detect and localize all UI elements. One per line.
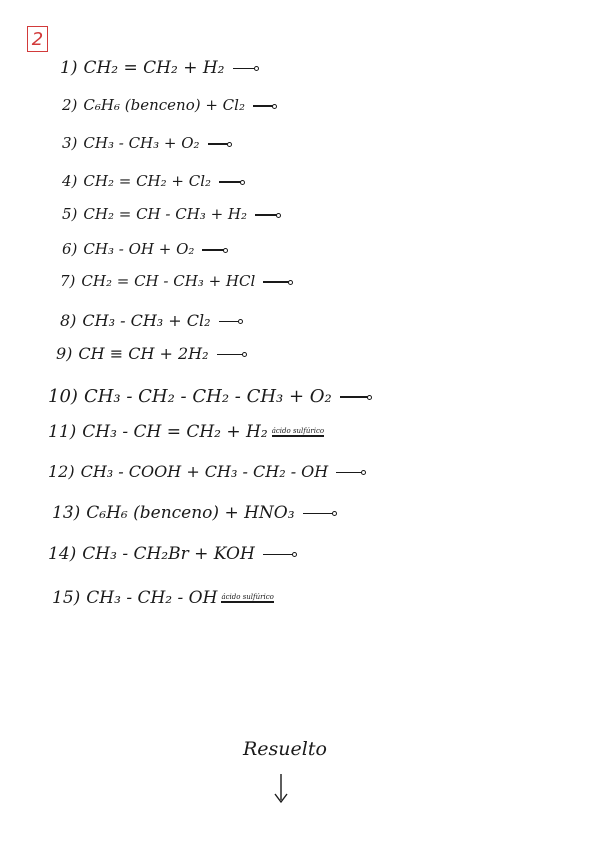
catalyst-label: ácido sulfúrico (221, 593, 274, 602)
reaction-12 (48, 462, 366, 481)
reaction-arrow (202, 240, 228, 258)
reaction-arrow (303, 503, 337, 523)
reaction-6 (62, 240, 228, 258)
reaction-arrow (233, 58, 259, 78)
reaction-number: 5) (62, 205, 78, 223)
reaction-equation: CH₂ = CH₂ + H₂ (83, 58, 225, 78)
reaction-number: 1) (60, 58, 78, 78)
catalyst-label: ácido sulfúrico (271, 427, 325, 436)
reaction-3 (62, 134, 232, 152)
reaction-arrow-with-catalyst (272, 427, 324, 436)
reaction-5 (62, 205, 281, 223)
reaction-equation: CH₃ - CH₂ - CH₂ - CH₃ + O₂ (83, 386, 332, 407)
reaction-1 (60, 58, 259, 78)
reaction-equation: C₆H₆ (benceno) + Cl₂ (83, 96, 245, 114)
reaction-2 (62, 96, 277, 114)
reaction-7 (60, 272, 293, 290)
reaction-arrow (340, 386, 372, 407)
reaction-number: 9) (56, 344, 73, 363)
reaction-arrow (221, 601, 273, 602)
reaction-equation: CH₃ - CH₂ - OH (86, 588, 218, 608)
reaction-equation: CH ≡ CH + 2H₂ (78, 344, 209, 363)
reaction-11 (48, 422, 324, 442)
reaction-number: 2) (62, 96, 78, 114)
reaction-equation: CH₂ = CH - CH₃ + HCl (81, 272, 256, 290)
reaction-number: 10) (48, 386, 78, 407)
reaction-10 (48, 386, 372, 407)
reaction-13 (52, 503, 337, 523)
reaction-arrow (219, 172, 245, 190)
reaction-arrow (253, 96, 277, 114)
reaction-number: 13) (52, 503, 81, 523)
reaction-9 (56, 344, 247, 363)
reaction-equation: CH₃ - CH = CH₂ + H₂ (82, 422, 268, 442)
down-arrow-icon (272, 772, 290, 808)
reaction-arrow (272, 435, 324, 436)
reaction-equation: CH₂ = CH - CH₃ + H₂ (83, 205, 248, 223)
reaction-equation: CH₃ - CH₃ + O₂ (83, 134, 200, 152)
reaction-equation: C₆H₆ (benceno) + HNO₃ (86, 503, 295, 523)
reaction-4 (62, 172, 245, 190)
reaction-arrow (219, 311, 243, 330)
resuelto-label: Resuelto (243, 738, 327, 760)
reaction-number: 4) (62, 172, 78, 190)
reaction-equation: CH₃ - OH + O₂ (83, 240, 195, 258)
reaction-number: 7) (60, 272, 76, 290)
reaction-equation: CH₃ - CH₂Br + KOH (82, 544, 255, 564)
reaction-number: 3) (62, 134, 78, 152)
reaction-arrow (217, 344, 247, 363)
reaction-15 (52, 588, 274, 608)
reaction-equation: CH₃ - COOH + CH₃ - CH₂ - OH (80, 462, 329, 481)
reaction-equation: CH₃ - CH₃ + Cl₂ (82, 311, 211, 330)
reaction-equation: CH₂ = CH₂ + Cl₂ (83, 172, 212, 190)
reaction-number: 6) (62, 240, 78, 258)
reaction-number: 14) (48, 544, 77, 564)
reaction-number: 11) (48, 422, 77, 442)
reaction-number: 12) (48, 462, 75, 481)
reaction-14 (48, 544, 297, 564)
reaction-number: 15) (52, 588, 81, 608)
exercise-number-box: 2 (27, 26, 48, 52)
reaction-arrow-with-catalyst (221, 593, 273, 602)
reaction-number: 8) (60, 311, 77, 330)
reaction-8 (60, 311, 243, 330)
reaction-arrow (208, 134, 232, 152)
reaction-arrow (263, 544, 297, 564)
reaction-arrow (336, 462, 366, 481)
reaction-arrow (263, 272, 293, 290)
reaction-arrow (255, 205, 281, 223)
